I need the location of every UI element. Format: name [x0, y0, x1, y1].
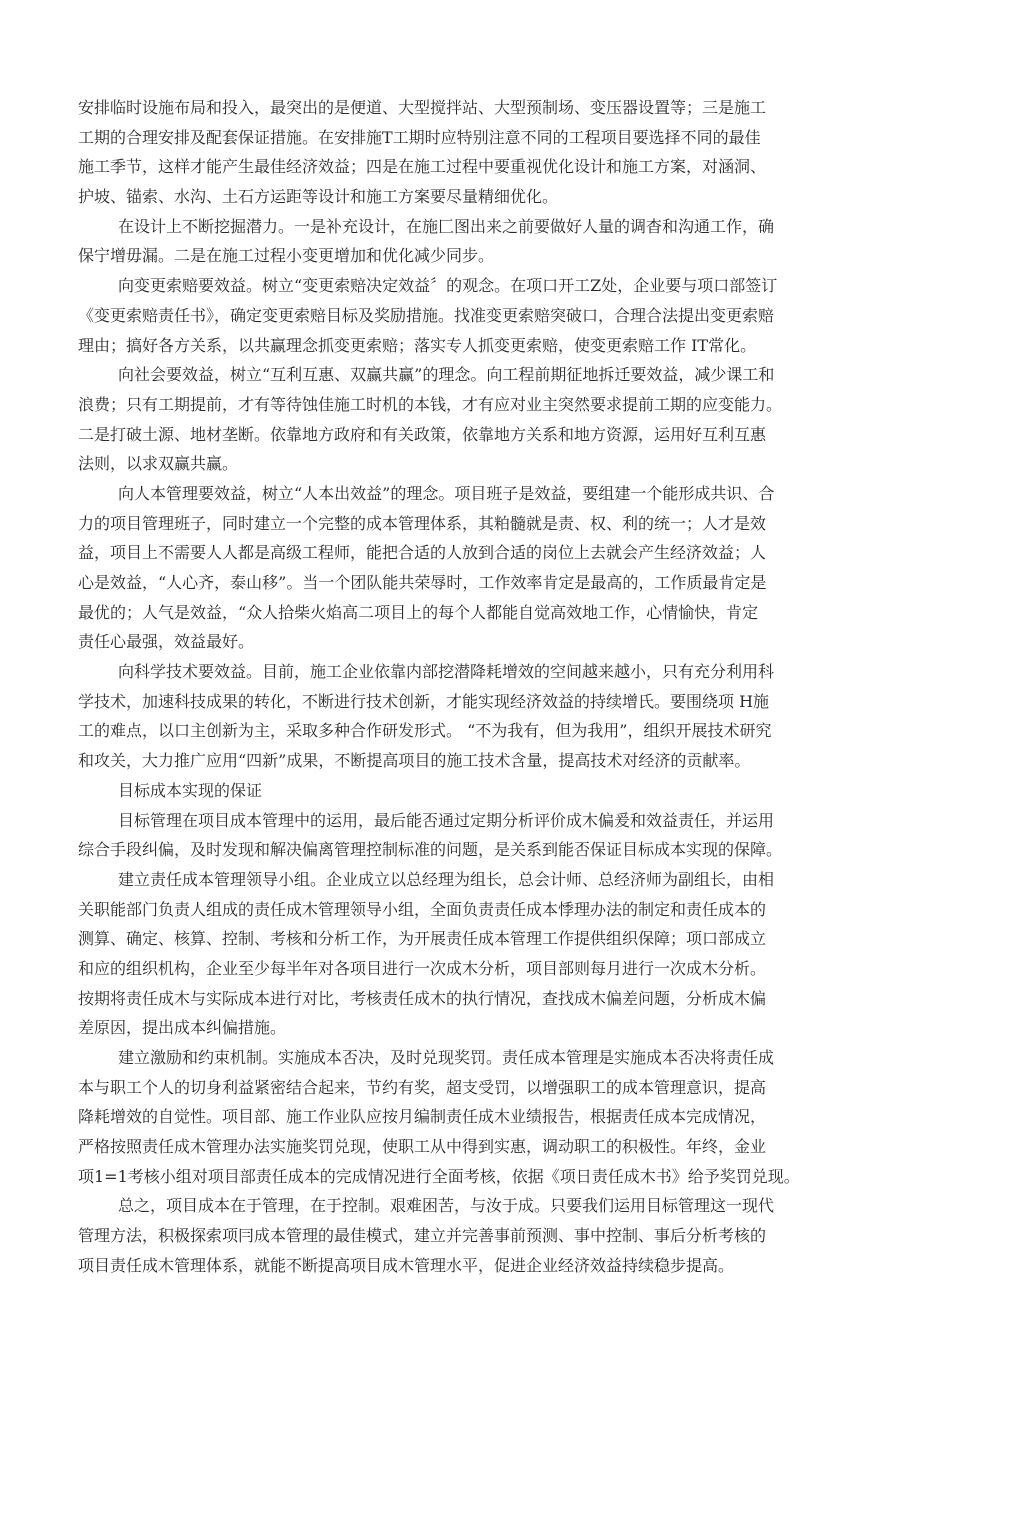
text-line: 工的难点，以口主创新为主，采取多种合作研发形式。 “不为我有，但为我用”，组织开展技术研究: [78, 721, 772, 741]
text-line: 理由；搞好各方关系，以共赢理念抓变更索赔；落实专人抓变更索赔，使变更索赔工作 IT常化。: [78, 335, 757, 355]
text-line: 总之，项目成本在于管理，在于控制。艰难困苦，与汝于成。只要我们运用目标管理这一现代: [118, 1196, 775, 1216]
text-line: 降耗增效的自觉性。项目部、施工作业队应按月编制责任成木业绩报告，根据责任成本完成情况，: [78, 1107, 767, 1127]
text-line: 建立激励和约束机制。实施成本否决，及时兑现奖罚。责任成本管理是实施成本否决将责任成: [118, 1048, 775, 1067]
text-line: 护坡、锚索、水沟、土石方运距等设计和施工方案要尽量精细优化。: [78, 187, 559, 207]
text-line: 差原因，提出成本纠偏措施。: [78, 1018, 287, 1038]
text-line: 综合手段纠偏，及时发现和解决偏离管理控制标准的问题，是关系到能否保证目标成本实现的保障。: [78, 840, 783, 860]
text-line: 施工季节，这样才能产生最佳经济效益；四是在施工过程中要重视优化设计和施工方案，对涵洞、: [78, 157, 767, 177]
text-line: 建立责任成本管理领导小组。企业成立以总经理为组长，总会计师、总经济师为副组长，由相: [118, 869, 775, 889]
text-line: 关职能部门负责人组成的责任成木管理领导小组，全面负责责任成本悸理办法的制定和责任成本的: [78, 899, 767, 919]
text-line: 向变更索赔要效益。树立“变更索赔决定效益〞的观念。在项口开工Z处，企业要与项口部签订: [118, 276, 778, 296]
text-line: 测算、确定、核算、控制、考核和分析工作，为开展责任成本管理工作提供组织保障；项口部成立: [78, 929, 767, 949]
text-line: 项目责任成木管理体系，就能不断提高项目成木管理水平，促进企业经济效益持续稳步提高。: [78, 1255, 735, 1275]
text-line: 目标管理在项目成本管理中的运用，最后能否通过定期分析评价成木偏爰和效益责任，并运用: [118, 810, 775, 830]
text-line: 本与职工个人的切身利益紧密结合起来，节约有奖，超支受罚，以增强职工的成本管理意识，提高: [78, 1077, 767, 1097]
text-line: 在设计上不断挖掘潜力。一是补充设计，在施匚图出来之前要做好人量的调杳和沟通工作，确: [118, 216, 775, 236]
text-line: 法则，以求双赢共赢。: [78, 454, 239, 474]
text-line: 益，项目上不需要人人都是高级工程师，能把合适的人放到合适的岗位上去就会产生经济效益；人: [78, 543, 767, 563]
text-line: 项1=1考核小组对项目部责任成本的完成情况进行全面考核，依据《项日责任成木书》给予奖罚兑现。: [78, 1166, 800, 1186]
text-line: 向科学技术要效益。目前，施工企业依靠内部挖潜降耗增效的空间越来越小，只有充分利用科: [118, 662, 775, 682]
text-line: 保宁增毋漏。二是在施工过程小变更增加和优化减少同步。: [78, 246, 495, 266]
text-line: 心是效益，“人心齐，泰山移”。当一个团队能共荣辱时，工作效率肯定是最高的，工作质最肯定是: [78, 573, 767, 592]
text-line: 责任心最强，效益最好。: [78, 632, 255, 652]
text-line: 浪费；只有工期提前，才有等待蚀佳施工时机的本钱，才有应对业主突然要求提前工期的应变能力。: [78, 394, 783, 414]
text-line: 力的项目管理班子，同时建立一个完整的成本管理体系，其粕髓就是责、权、利的统一；人才是效: [78, 513, 767, 533]
text-line: 和应的组织机构，企业至少每半年对各项目进行一次成木分析，项目部则每月进行一次成木分析。: [78, 958, 767, 978]
text-line: 《变更索赔责任书》，确定变更索赔目标及奖励措施。找准变更索赔突破口，合理合法提出变更索赔: [78, 305, 775, 325]
text-line: 向社会要效益，树立“互利互惠、双赢共赢”的理念。向工程前期征地拆迁要效益，减少课工和: [118, 365, 775, 385]
text-line: 安排临时设施布局和投入，最突出的是便道、大型搅拌站、大型预制场、变压器设置等；三是施工: [78, 98, 767, 117]
text-line: 和攻关，大力推广应用“四新”成果，不断提高项目的施工技术含量，提高技术对经济的贡献率。: [78, 751, 751, 771]
body-text: [78, 93, 888, 1281]
text-line: 最优的；人气是效益，“众人拾柴火焰高二项目上的每个人都能自觉高效地工作，心情愉快，肯定: [78, 602, 759, 622]
text-line: 目标成本实现的保证: [118, 780, 263, 800]
text-line: 工期的合理安排及配套保证措施。在安排施T工期时应特别注意不同的工程项目要选择不同的最佳: [78, 127, 761, 147]
text-line: 按期将责任成木与实际成本进行对比，考核责任成木的执行情况，查找成木偏差问题，分析成木偏: [78, 988, 767, 1008]
text-line: 严格按照责任成木管理办法实施奖罚兑现，使职工从中得到实惠，调动职工的积极性。年终，金业: [78, 1137, 767, 1157]
text-line: 学技术，加速科技成果的转化，不断进行技术创新，才能实现经济效益的持续增氏。要围绕项 H施: [78, 691, 770, 711]
text-line: 管理方法，积极探索项冃成本管理的最佳模式，建立并完善事前预测、事中控制、事后分析考核的: [78, 1226, 767, 1246]
text-line: 向人本管理要效益，树立“人本出效益”的理念。项目班子是效益，要组建一个能形成共识、合: [118, 483, 775, 503]
text-line: 二是打破土源、地材垄断。依靠地方政府和有关政策，依靠地方关系和地方资源，运用好互利互惠: [78, 424, 767, 444]
